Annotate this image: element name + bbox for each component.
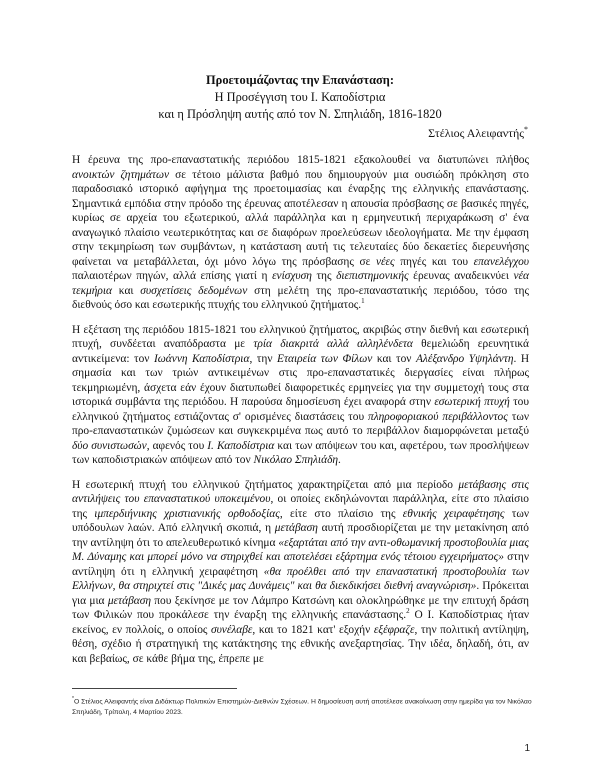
p3-emph-b: μετάβασης στις αντιλήψεις του επαναστατικού υποκειμένου xyxy=(72,478,529,505)
p2-emph-j: εσωτερική πτυχή xyxy=(434,396,510,408)
p3-emph-h: μετάβαση xyxy=(274,522,318,534)
p3-text-g: των υπόδουλων λαών. Από ελληνική σκοπιά, η xyxy=(72,507,529,534)
p3-emph-d: ιμπερδιήνικης χριστιανικής ορθοδοξίας xyxy=(94,507,280,520)
p2-text-q: και των απόψεων του και, αφετέρου, των προσλήψεων των καποδιστριακών απόψεων από τον xyxy=(72,439,530,466)
p1-text-e: πηγές και του xyxy=(394,255,474,268)
p1-emph-n: συσχετίσεις δεδομένων xyxy=(140,284,248,297)
p3-text-m: . Πρόκειται για μια xyxy=(72,580,529,607)
p3-text-c: , οι οποίες εκδηλώνονται παράλληλα, είτε στο πλαίσιο της xyxy=(72,493,530,520)
p1-text-m: και xyxy=(112,284,141,297)
p2-text-s: . xyxy=(338,454,341,466)
p2-text-g: και τον xyxy=(372,352,416,365)
p3-text-t: , την πολιτική αντίληψη, θέση, σχέδιο ή στρατηγική της κατάκτησης της εθνικής ανεξαρτησίας. Την ιδέα, δηλαδή, ότι, αν και βεβαίως, σε κάθε βήμα της, έπρεπε με xyxy=(72,623,529,665)
p2-text-e: , την xyxy=(249,352,277,365)
author-line xyxy=(428,125,528,141)
paragraph-2 xyxy=(72,323,529,468)
title-block xyxy=(0,72,600,123)
title-subtitle-line2: και η Πρόσληψη αυτής από τον Ν. Σπηλιάδη, 1816-1820 xyxy=(158,107,442,121)
p2-emph-p: Ι. Καποδίστρια xyxy=(207,439,275,452)
p3-text-e: , είτε στο πλαίσιο της xyxy=(279,507,403,520)
p3-emph-q: συνέλαβε xyxy=(210,623,253,636)
p2-emph-l: πληροφοριακού περιβάλλοντος xyxy=(368,410,508,423)
p1-text-a: Η έρευνα της προ-επαναστατικής περιόδου 1815-1821 εξακολουθεί να διατυπώνει πλήθος xyxy=(72,154,529,166)
p3-emph-l: «θα προέλθει από την επαναστατική προστοβουλία των Ελλήνων, θα στηριχτεί στις "Δικές μας Δυνάμεις" και θα διεκδικήσει διεθνή αναγνώριση» xyxy=(72,565,529,592)
p2-emph-d: Ιωάννη Καποδίστρια xyxy=(153,352,250,365)
p2-text-c: θεμελιώδη ερευνητικά αντικείμενα: τον xyxy=(72,338,529,365)
p2-text-a: Η εξέταση της περιόδου 1815-1821 του ελληνικού ζητήματος, ακριβώς στην διεθνή και εσωτερική πτυχή, συνδέεται αναπόδραστα με xyxy=(72,323,529,350)
p2-emph-h: Αλέξανδρο Υψηλάντη xyxy=(415,352,514,365)
p2-text-i: . Η σημασία και των τριών αντικειμένων στις προ-επαναστατικές διεργασίες είναι πλήρως τεκμηριωμένη, άσχετα εάν έχουν διατυπωθεί διαφορετικές ερμηνείες για την συμμετοχή τους στα ιστορικά συμβάντα της περιόδου. Η παρούσα δημοσίευση έχει αναφορά στην xyxy=(72,352,530,408)
paragraph-3 xyxy=(72,478,529,667)
p1-emph-f: επανελέγχου xyxy=(473,255,529,268)
p3-emph-j: «εξαρτάται από την αντι-οθωμανική προστοβουλία μιας Μ. Δύναμης και μπορεί μόνο να στηριχθεί και αποτελέσει εξάρτημα ενός τέτοιου εγχειρήματος» xyxy=(72,536,529,563)
p1-text-g: παλαιοτέρων πηγών, αλλά επίσης γιατί η xyxy=(72,270,273,282)
p2-text-k: του ελληνικού ζητήματος εστιάζοντας σ' ορισμένες διαστάσεις του xyxy=(72,396,529,423)
footnote-ref-1[interactable]: 1 xyxy=(361,297,365,306)
title-main: Προετοιμάζοντας την Επανάσταση: xyxy=(206,73,394,87)
p1-text-k: έρευνας αναδεικνύει xyxy=(408,270,514,282)
author-footnote-mark: * xyxy=(524,125,528,134)
p1-emph-d: νέες xyxy=(375,255,395,268)
p2-emph-r: Νικόλαο Σπηλιάδη xyxy=(253,454,339,466)
p3-text-r: , και το 1821 κατ' εξοχήν xyxy=(252,623,374,636)
footnote xyxy=(72,694,532,718)
p3-emph-n: μετάβαση xyxy=(107,594,151,607)
p3-emph-s: εξέφραζε xyxy=(373,623,415,636)
p2-text-o: , αφενός του xyxy=(146,439,208,452)
footnote-ref-2[interactable]: 2 xyxy=(406,607,410,616)
p2-text-m: των προ-επαναστατικών ζυμώσεων και συγκεκριμένα πως αυτό το περιβάλλον διαμορφώνεται μεταξύ xyxy=(72,410,530,437)
p1-emph-j: διεπιστημονικής xyxy=(336,270,409,282)
p3-text-i: αυτή προσδιορίζεται με την μετακίνηση από την αντίληψη ότι το απελευθερωτικό κίνημα xyxy=(72,522,529,549)
footnote-text: Ο Στέλιος Αλειφαντής είναι Διδάκτωρ Πολιτικών Επιστημών-Διεθνών Σχέσεων. Η δημοσίευση αυτή αποτέλεσε ανακοίνωση στην ημερίδα για τον Νικόλαο Σπηλιάδη, Τρίπολη, 4 Μαρτίου 2023. xyxy=(72,698,532,717)
paragraph-1 xyxy=(72,153,529,313)
title-subtitle-line1: Η Προσέγγιση του Ι. Καποδίστρια xyxy=(214,90,386,104)
p3-emph-f: εθνικής χειραφέτησης xyxy=(402,507,505,520)
p1-text-c: σε τέτοιο μάλιστα βαθμό που δημιουργούν μια ουσιώδη πρόκληση στο παραδοσιακό ιστορικό αφήγημα της προετοιμασίας και έναρξης της ελληνικής επανάστασης. Σημαντικά εμπόδια στην πρόοδο της έρευνας αποτέλεσαν η απουσία πρόσβασης σε βασικές πηγές, κυρίως σε αρχεία του εξωτερικού, αλλά παράλληλα και η ερμηνευτική περιχαράκωση σ' ένα αναγωγικό πλαίσιο νεωτερικότητας και σε διαφόρων προελεύσεων ιδεολογήματα. Με την έμφαση στην τεκμηρίωση των συμβάντων, η κατάσταση αυτή τις τελευταίες δύο δεκαετίες διερευνήσης φαίνεται να μεταβάλλεται, όχι μόνο λόγω της πρόσβασης σε xyxy=(72,168,529,268)
p1-text-i: της xyxy=(311,270,337,282)
p3-text-o: που ξεκίνησε με τον Λάμπρο Κατσώνη και ολοκληρώθηκε με την επιτυχή δράση των Φιλικών που προκάλεσε την έναρξη της ελληνικής επανάστασης. xyxy=(72,594,529,621)
p1-emph-l: νέα τεκμήρια xyxy=(72,270,529,297)
footnote-divider xyxy=(72,688,237,689)
p3-text-p: Ο Ι. Καποδίστριας ήταν εκείνος, εν πολλοίς, ο οποίος xyxy=(72,609,529,636)
author-name: Στέλιος Αλειφαντής xyxy=(428,126,524,140)
p1-text-o: στη μελέτη της προ-επαναστατικής περιόδου, τόσο της διεθνούς όσο και εσωτερικής πτυχής του ελληνικού ζητήματος. xyxy=(72,284,529,311)
p2-emph-f: Εταιρεία των Φίλων xyxy=(277,352,373,365)
footnote-mark: * xyxy=(72,696,74,702)
p2-emph-b: τρία διακριτά αλλά αλληλένδετα xyxy=(253,338,413,350)
p1-emph-b: ανοικτών ζητημάτων xyxy=(72,168,170,181)
page-number: 1 xyxy=(524,743,530,754)
body-text xyxy=(72,153,529,666)
p3-text-k: στην αντίληψη ότι η ελληνική χειραφέτηση xyxy=(72,551,529,578)
p1-emph-h: ενίσχυση xyxy=(272,270,312,282)
p2-emph-n: δύο συνιστωσών xyxy=(72,439,147,452)
p3-text-a: Η εσωτερική πτυχή του ελληνικού ζητήματος χαρακτηρίζεται από μια περίοδο xyxy=(72,478,459,491)
